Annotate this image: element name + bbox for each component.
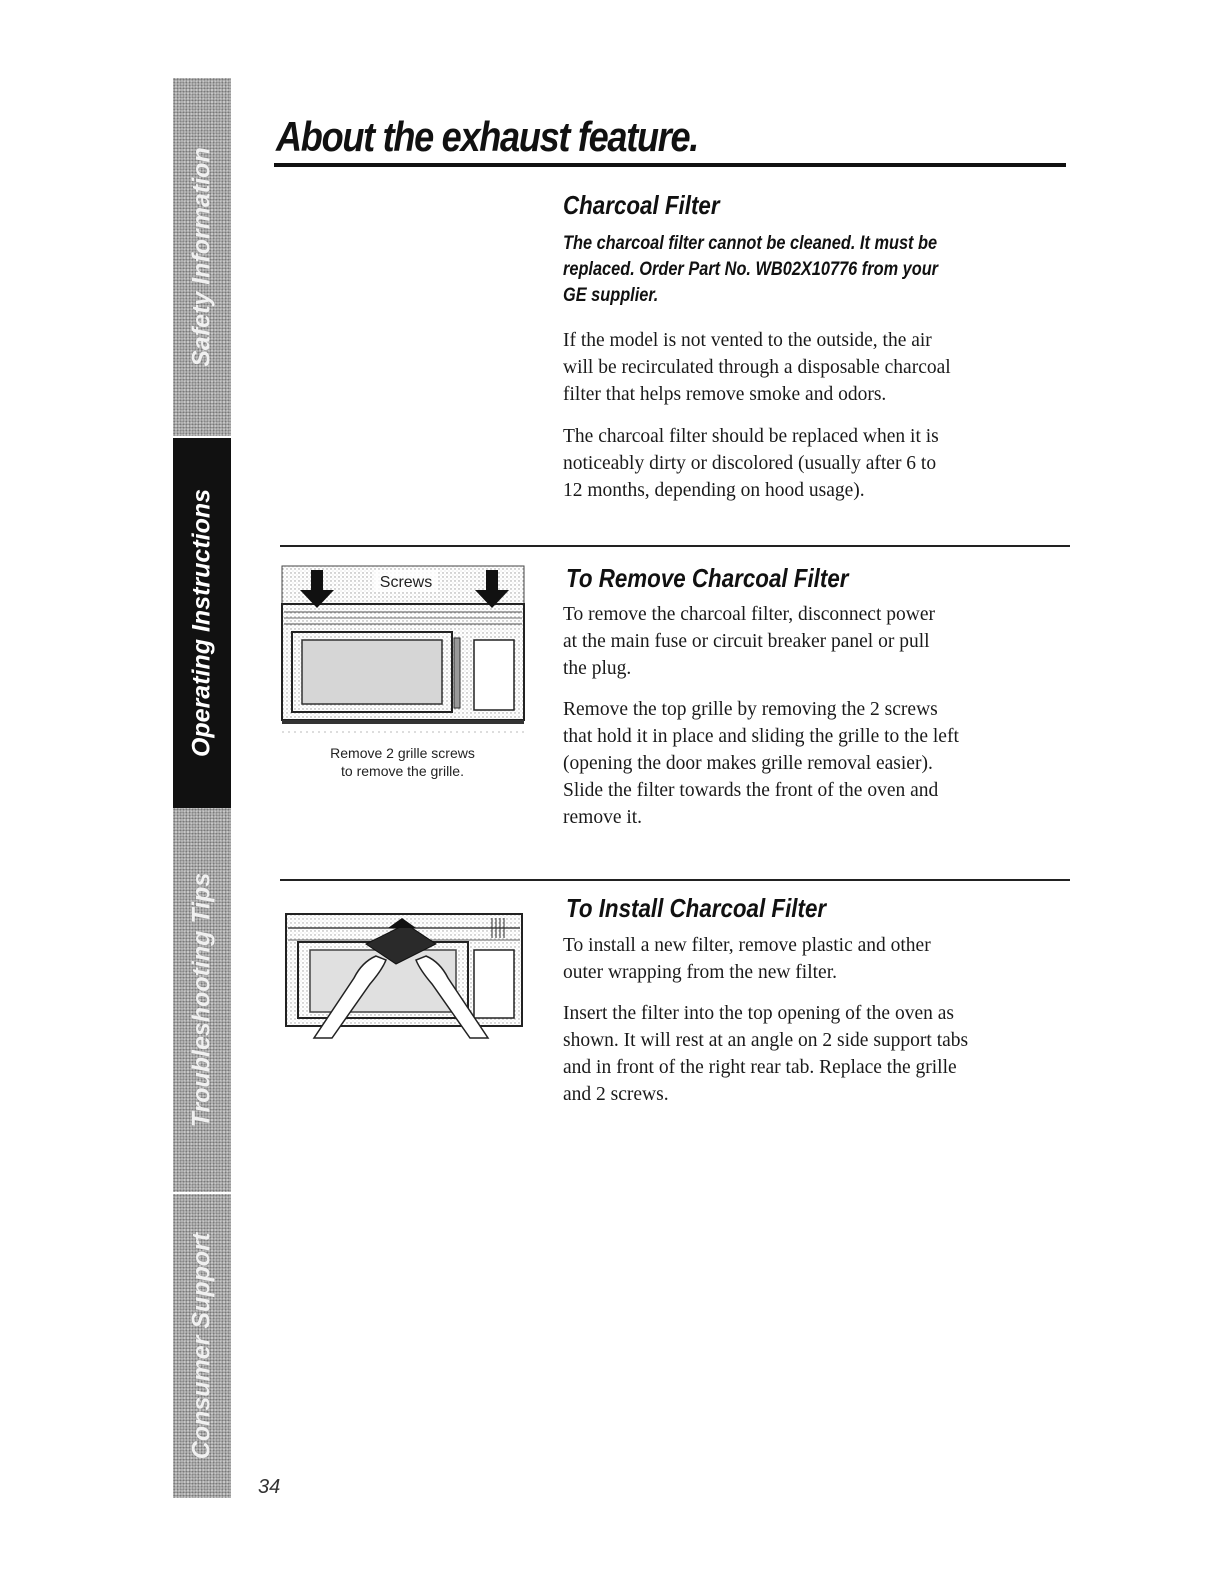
paragraph-line: The charcoal filter should be replaced when it is bbox=[563, 426, 939, 447]
charcoal-filter-paragraph-2 bbox=[563, 423, 1073, 504]
paragraph-line: that hold it in place and sliding the grille to the left bbox=[563, 726, 959, 747]
paragraph-line: remove it. bbox=[563, 807, 643, 828]
screws-label: Screws bbox=[379, 574, 433, 591]
tab-troubleshooting-tips[interactable] bbox=[173, 808, 231, 1192]
install-filter-paragraph-2 bbox=[563, 1000, 1073, 1108]
tab-consumer-support-label: Consumer Support bbox=[187, 1232, 216, 1460]
door-handle bbox=[454, 638, 460, 708]
warning-line: GE supplier. bbox=[563, 285, 659, 306]
tab-operating-instructions-label: Operating Instructions bbox=[187, 488, 216, 758]
paragraph-line: (opening the door makes grille removal easier). bbox=[563, 753, 933, 774]
tab-operating-instructions[interactable] bbox=[173, 438, 231, 808]
caption-line: Remove 2 grille screws bbox=[330, 745, 475, 761]
install-filter-heading: To Install Charcoal Filter bbox=[566, 893, 827, 923]
oven-window bbox=[302, 640, 442, 704]
paragraph-line: To remove the charcoal filter, disconnect power bbox=[563, 604, 935, 625]
page-title: About the exhaust feature. bbox=[276, 113, 699, 160]
section-divider bbox=[280, 879, 1070, 881]
tab-safety-information[interactable] bbox=[173, 78, 231, 436]
section-divider bbox=[280, 545, 1070, 547]
install-filter-paragraph-1 bbox=[563, 932, 1073, 986]
charcoal-filter-warning bbox=[563, 231, 1045, 309]
paragraph-line: will be recirculated through a disposable charcoal bbox=[563, 357, 951, 378]
remove-filter-paragraph-1 bbox=[563, 601, 1073, 682]
paragraph-line: If the model is not vented to the outside, the air bbox=[563, 330, 932, 351]
caption-line: to remove the grille. bbox=[341, 763, 464, 779]
paragraph-line: shown. It will rest at an angle on 2 side support tabs bbox=[563, 1030, 969, 1051]
control-panel bbox=[474, 640, 514, 710]
paragraph-line: Insert the filter into the top opening of the oven as bbox=[563, 1003, 954, 1024]
paragraph-line: To install a new filter, remove plastic and other bbox=[563, 935, 931, 956]
paragraph-line: outer wrapping from the new filter. bbox=[563, 962, 837, 983]
paragraph-line: noticeably dirty or discolored (usually after 6 to bbox=[563, 453, 937, 474]
title-rule bbox=[274, 163, 1066, 167]
remove-grille-illustration bbox=[278, 560, 528, 740]
section-tabs bbox=[173, 78, 231, 1498]
tab-consumer-support[interactable] bbox=[173, 1194, 231, 1498]
tab-safety-information-label: Safety Information bbox=[187, 147, 216, 367]
charcoal-filter-heading: Charcoal Filter bbox=[563, 190, 720, 220]
paragraph-line: Slide the filter towards the front of the oven and bbox=[563, 780, 939, 801]
install-filter-illustration bbox=[278, 898, 528, 1048]
paragraph-line: Remove the top grille by removing the 2 screws bbox=[563, 699, 938, 720]
remove-grille-caption bbox=[280, 744, 525, 780]
remove-filter-heading: To Remove Charcoal Filter bbox=[566, 563, 849, 593]
warning-line: replaced. Order Part No. WB02X10776 from your bbox=[563, 259, 939, 280]
paragraph-line: at the main fuse or circuit breaker panel or pull bbox=[563, 631, 930, 652]
paragraph-line: the plug. bbox=[563, 658, 632, 679]
paragraph-line: filter that helps remove smoke and odors. bbox=[563, 384, 887, 405]
paragraph-line: and in front of the right rear tab. Replace the grille bbox=[563, 1057, 957, 1078]
remove-filter-paragraph-2 bbox=[563, 696, 1073, 831]
page-number: 34 bbox=[258, 1476, 281, 1498]
paragraph-line: and 2 screws. bbox=[563, 1084, 669, 1105]
paragraph-line: 12 months, depending on hood usage). bbox=[563, 480, 865, 501]
control-panel bbox=[474, 950, 514, 1018]
warning-line: The charcoal filter cannot be cleaned. It must be bbox=[563, 233, 938, 254]
tab-troubleshooting-tips-label: Troubleshooting Tips bbox=[187, 872, 216, 1128]
charcoal-filter-paragraph-1 bbox=[563, 327, 1073, 408]
